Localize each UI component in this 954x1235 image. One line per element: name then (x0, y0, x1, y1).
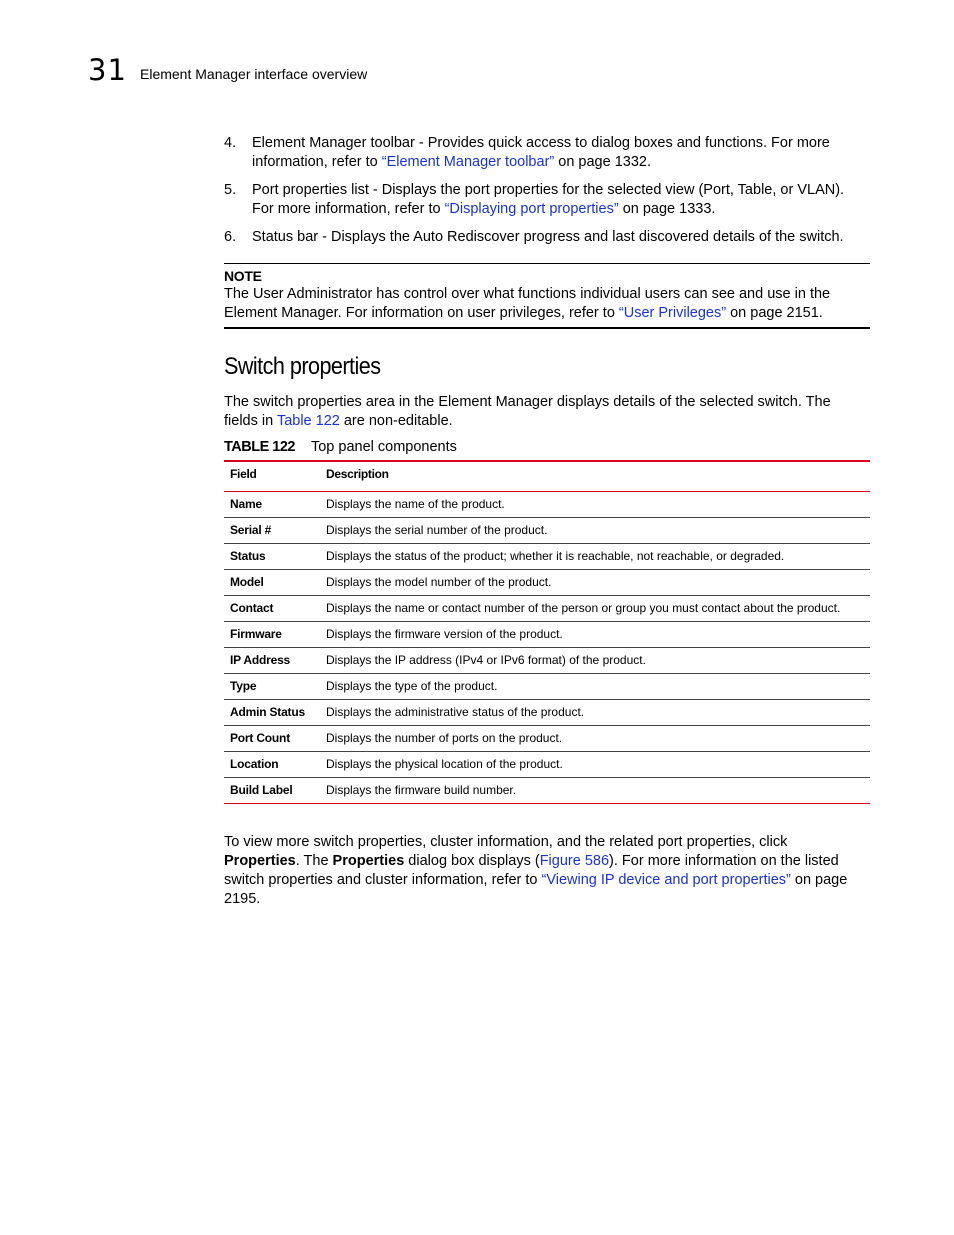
table-row (224, 518, 870, 544)
field-cell: Name (224, 492, 320, 518)
table-row (224, 492, 870, 518)
list-item-number: 4. (224, 135, 237, 151)
field-cell: Admin Status (224, 700, 320, 726)
field-cell: Model (224, 570, 320, 596)
table-header-row (224, 461, 870, 492)
table-caption (224, 438, 457, 456)
outro-text: ). For more information on the listed switch properties and cluster information, refer to (224, 853, 839, 888)
field-cell: Build Label (230, 783, 293, 797)
list-item (224, 134, 864, 172)
description-cell: Displays the model number of the product. (320, 570, 870, 596)
note-body: The User Administrator has control over what functions individual users can see and use in the Element Manager. For information on user privileges, refer to (224, 286, 831, 321)
note-label: NOTE (224, 268, 262, 284)
numbered-list (224, 134, 864, 256)
list-item-number: 6. (224, 229, 237, 245)
outro-text: To view more switch properties, cluster information, and the related port properties, click (224, 834, 788, 850)
list-item-number: 5. (224, 182, 237, 198)
closing-paragraph (224, 833, 864, 909)
table-row (224, 544, 870, 570)
table-caption-text: Top panel components (310, 439, 457, 455)
table-row (224, 778, 870, 804)
list-item (224, 228, 864, 247)
intro-text-end: are non-editable. (339, 413, 453, 429)
list-item-text: Port properties list - Displays the port properties for the selected view (Port, Table, or VLAN). For more information, refer to (252, 182, 845, 217)
intro-text: The switch properties area in the Element Manager displays details of the selected switch. The fields in (224, 394, 831, 429)
table-row (224, 596, 870, 622)
description-cell: Displays the name or contact number of the person or group you must contact about the product. (320, 596, 870, 622)
note-text (224, 285, 870, 322)
description-cell: Displays the firmware build number. (326, 783, 517, 797)
field-cell: Contact (224, 596, 320, 622)
description-cell: Displays the status of the product; whether it is reachable, not reachable, or degraded. (320, 544, 870, 570)
field-cell: Status (224, 544, 320, 570)
outro-text: dialog box displays ( (404, 853, 540, 869)
top-panel-components-table (224, 460, 870, 804)
table-row (224, 622, 870, 648)
description-cell: Displays the serial number of the product. (320, 518, 870, 544)
description-cell: Displays the IP address (IPv4 or IPv6 format) of the product. (320, 648, 870, 674)
table-row (224, 674, 870, 700)
element-manager-toolbar-link[interactable]: “Element Manager toolbar” (381, 154, 555, 170)
description-cell: Displays the firmware version of the product. (320, 622, 870, 648)
section-heading: Switch properties (224, 353, 381, 380)
list-item-text: Element Manager toolbar - Provides quick access to dialog boxes and functions. For more information, refer to (252, 135, 830, 170)
note-box (224, 263, 870, 329)
field-cell: IP Address (224, 648, 320, 674)
description-cell: Displays the physical location of the product. (320, 752, 870, 778)
note-page-ref: on page 2151. (726, 304, 823, 321)
viewing-ip-device-link[interactable]: “Viewing IP device and port properties” (541, 872, 791, 888)
field-cell: Serial # (224, 518, 320, 544)
table-row (224, 700, 870, 726)
properties-term: Properties (332, 853, 405, 869)
list-item-page-ref: on page 1332. (554, 154, 651, 170)
field-cell: Type (224, 674, 320, 700)
table-row (224, 752, 870, 778)
list-item-page-ref: on page 1333. (618, 201, 716, 217)
description-cell: Displays the type of the product. (320, 674, 870, 700)
properties-term: Properties (224, 853, 296, 869)
list-item (224, 181, 864, 219)
user-privileges-link[interactable]: “User Privileges” (618, 304, 727, 321)
field-cell: Firmware (224, 622, 320, 648)
description-cell: Displays the name of the product. (320, 492, 870, 518)
description-cell: Displays the number of ports on the product. (320, 726, 870, 752)
field-cell: Location (224, 752, 320, 778)
outro-text: . The (295, 853, 333, 869)
section-intro (224, 393, 864, 431)
description-cell: Displays the administrative status of the product. (320, 700, 870, 726)
outro-text: on page 2195. (224, 872, 848, 907)
displaying-port-properties-link[interactable]: “Displaying port properties” (444, 201, 619, 217)
column-header-description: Description (320, 461, 870, 492)
table-row (224, 726, 870, 752)
table-122-link[interactable]: Table 122 (276, 413, 340, 429)
chapter-title: Element Manager interface overview (140, 66, 368, 82)
column-header-field: Field (224, 461, 320, 492)
table-row (224, 648, 870, 674)
figure-586-link[interactable]: Figure 586 (539, 853, 610, 869)
field-cell: Port Count (224, 726, 320, 752)
list-item-text: Status bar - Displays the Auto Rediscover progress and last discovered details of the switch. (252, 229, 844, 245)
table-row (224, 570, 870, 596)
chapter-number: 31 (88, 53, 127, 87)
table-caption-label: TABLE 122 (224, 439, 295, 455)
